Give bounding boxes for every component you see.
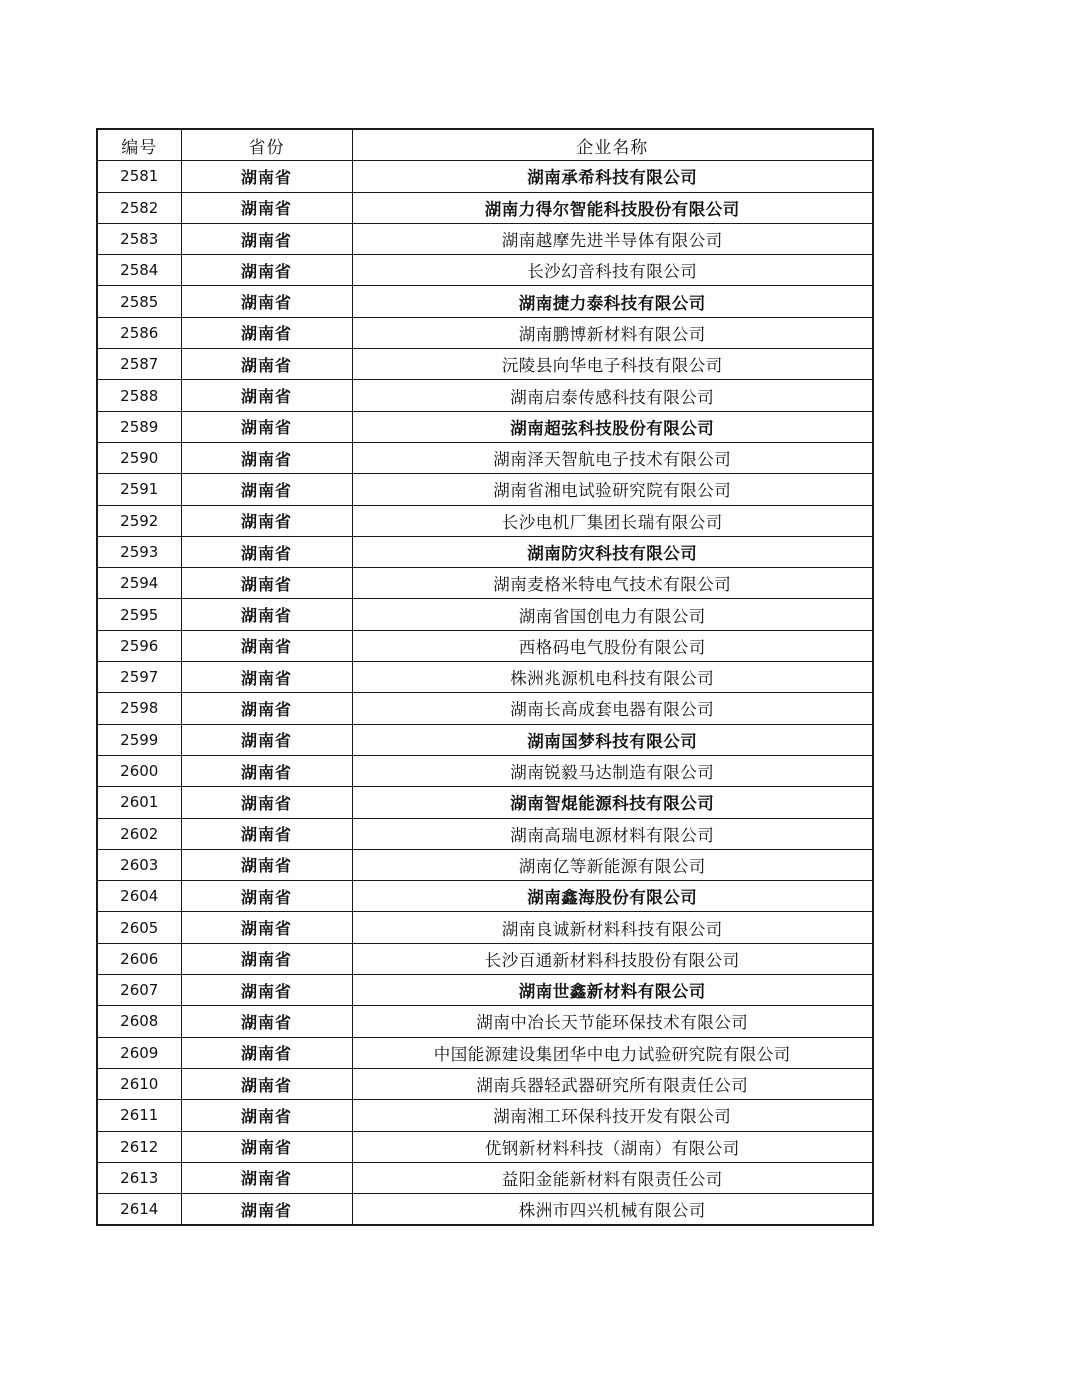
row-company-name: 湖南亿等新能源有限公司 xyxy=(352,849,873,880)
row-province: 湖南省 xyxy=(181,912,352,943)
row-province: 湖南省 xyxy=(181,1037,352,1068)
row-province: 湖南省 xyxy=(181,411,352,442)
row-company-name: 湖南长高成套电器有限公司 xyxy=(352,693,873,724)
row-company-name: 湖南启泰传感科技有限公司 xyxy=(352,380,873,411)
row-number: 2606 xyxy=(97,943,181,974)
row-province: 湖南省 xyxy=(181,881,352,912)
table-row xyxy=(97,787,873,818)
row-number: 2598 xyxy=(97,693,181,724)
table-row xyxy=(97,161,873,192)
row-province: 湖南省 xyxy=(181,505,352,536)
table-row xyxy=(97,286,873,317)
header-province: 省份 xyxy=(181,129,352,161)
row-province: 湖南省 xyxy=(181,1068,352,1099)
row-company-name: 湖南防灾科技有限公司 xyxy=(352,536,873,567)
table-row xyxy=(97,380,873,411)
table-row xyxy=(97,411,873,442)
row-company-name: 西格码电气股份有限公司 xyxy=(352,630,873,661)
table-body xyxy=(97,161,873,1226)
header-row xyxy=(97,129,873,161)
row-company-name: 湖南锐毅马达制造有限公司 xyxy=(352,755,873,786)
row-province: 湖南省 xyxy=(181,442,352,473)
table-row xyxy=(97,818,873,849)
row-number: 2608 xyxy=(97,1006,181,1037)
table-row xyxy=(97,474,873,505)
row-number: 2588 xyxy=(97,380,181,411)
table-row xyxy=(97,536,873,567)
row-number: 2601 xyxy=(97,787,181,818)
row-number: 2593 xyxy=(97,536,181,567)
header-company: 企业名称 xyxy=(352,129,873,161)
row-province: 湖南省 xyxy=(181,192,352,223)
row-province: 湖南省 xyxy=(181,380,352,411)
row-province: 湖南省 xyxy=(181,161,352,192)
row-company-name: 湖南中冶长天节能环保技术有限公司 xyxy=(352,1006,873,1037)
row-company-name: 湖南省国创电力有限公司 xyxy=(352,599,873,630)
row-province: 湖南省 xyxy=(181,286,352,317)
table-row xyxy=(97,317,873,348)
table-row xyxy=(97,881,873,912)
row-company-name: 湖南兵器轻武器研究所有限责任公司 xyxy=(352,1068,873,1099)
table-row xyxy=(97,630,873,661)
row-province: 湖南省 xyxy=(181,787,352,818)
table-row xyxy=(97,255,873,286)
row-number: 2614 xyxy=(97,1194,181,1226)
row-province: 湖南省 xyxy=(181,724,352,755)
table-row xyxy=(97,1037,873,1068)
row-company-name: 湖南力得尔智能科技股份有限公司 xyxy=(352,192,873,223)
row-province: 湖南省 xyxy=(181,849,352,880)
row-number: 2605 xyxy=(97,912,181,943)
row-province: 湖南省 xyxy=(181,349,352,380)
row-company-name: 湖南麦格米特电气技术有限公司 xyxy=(352,568,873,599)
row-company-name: 长沙幻音科技有限公司 xyxy=(352,255,873,286)
row-number: 2585 xyxy=(97,286,181,317)
row-number: 2596 xyxy=(97,630,181,661)
row-company-name: 优钢新材料科技（湖南）有限公司 xyxy=(352,1131,873,1162)
row-company-name: 湖南鹏博新材料有限公司 xyxy=(352,317,873,348)
row-company-name: 长沙电机厂集团长瑞有限公司 xyxy=(352,505,873,536)
table-row xyxy=(97,1068,873,1099)
row-number: 2582 xyxy=(97,192,181,223)
row-province: 湖南省 xyxy=(181,693,352,724)
row-number: 2611 xyxy=(97,1100,181,1131)
table-row xyxy=(97,975,873,1006)
row-number: 2599 xyxy=(97,724,181,755)
row-province: 湖南省 xyxy=(181,755,352,786)
row-number: 2609 xyxy=(97,1037,181,1068)
table-row xyxy=(97,192,873,223)
row-company-name: 湖南鑫海股份有限公司 xyxy=(352,881,873,912)
row-number: 2592 xyxy=(97,505,181,536)
table-row xyxy=(97,943,873,974)
row-company-name: 湖南湘工环保科技开发有限公司 xyxy=(352,1100,873,1131)
row-number: 2600 xyxy=(97,755,181,786)
row-province: 湖南省 xyxy=(181,630,352,661)
row-number: 2587 xyxy=(97,349,181,380)
row-company-name: 湖南世鑫新材料有限公司 xyxy=(352,975,873,1006)
table-row xyxy=(97,693,873,724)
table-row xyxy=(97,568,873,599)
row-number: 2594 xyxy=(97,568,181,599)
row-number: 2584 xyxy=(97,255,181,286)
row-province: 湖南省 xyxy=(181,1131,352,1162)
row-number: 2603 xyxy=(97,849,181,880)
table-row xyxy=(97,1162,873,1193)
row-number: 2602 xyxy=(97,818,181,849)
table-row xyxy=(97,1131,873,1162)
row-company-name: 湖南高瑞电源材料有限公司 xyxy=(352,818,873,849)
row-province: 湖南省 xyxy=(181,474,352,505)
table-row xyxy=(97,849,873,880)
row-company-name: 长沙百通新材料科技股份有限公司 xyxy=(352,943,873,974)
row-company-name: 湖南国梦科技有限公司 xyxy=(352,724,873,755)
row-province: 湖南省 xyxy=(181,599,352,630)
row-number: 2610 xyxy=(97,1068,181,1099)
row-company-name: 湖南超弦科技股份有限公司 xyxy=(352,411,873,442)
row-company-name: 湖南越摩先进半导体有限公司 xyxy=(352,223,873,254)
row-company-name: 湖南承希科技有限公司 xyxy=(352,161,873,192)
row-province: 湖南省 xyxy=(181,1006,352,1037)
row-company-name: 湖南泽天智航电子技术有限公司 xyxy=(352,442,873,473)
header-number: 编号 xyxy=(97,129,181,161)
row-province: 湖南省 xyxy=(181,975,352,1006)
table-row xyxy=(97,1100,873,1131)
row-province: 湖南省 xyxy=(181,1162,352,1193)
row-company-name: 益阳金能新材料有限责任公司 xyxy=(352,1162,873,1193)
row-province: 湖南省 xyxy=(181,317,352,348)
table-row xyxy=(97,505,873,536)
row-number: 2595 xyxy=(97,599,181,630)
row-company-name: 中国能源建设集团华中电力试验研究院有限公司 xyxy=(352,1037,873,1068)
row-province: 湖南省 xyxy=(181,818,352,849)
table-row xyxy=(97,223,873,254)
row-number: 2590 xyxy=(97,442,181,473)
row-number: 2586 xyxy=(97,317,181,348)
row-province: 湖南省 xyxy=(181,1194,352,1226)
table-row xyxy=(97,912,873,943)
row-province: 湖南省 xyxy=(181,536,352,567)
row-number: 2597 xyxy=(97,662,181,693)
table-row xyxy=(97,755,873,786)
row-number: 2613 xyxy=(97,1162,181,1193)
row-number: 2583 xyxy=(97,223,181,254)
row-province: 湖南省 xyxy=(181,662,352,693)
row-province: 湖南省 xyxy=(181,223,352,254)
row-province: 湖南省 xyxy=(181,255,352,286)
row-number: 2591 xyxy=(97,474,181,505)
row-company-name: 株洲兆源机电科技有限公司 xyxy=(352,662,873,693)
table-row xyxy=(97,724,873,755)
row-company-name: 湖南良诚新材料科技有限公司 xyxy=(352,912,873,943)
table-row xyxy=(97,1006,873,1037)
row-province: 湖南省 xyxy=(181,568,352,599)
row-number: 2581 xyxy=(97,161,181,192)
row-company-name: 湖南省湘电试验研究院有限公司 xyxy=(352,474,873,505)
company-list-table xyxy=(96,128,874,1226)
row-province: 湖南省 xyxy=(181,1100,352,1131)
row-province: 湖南省 xyxy=(181,943,352,974)
row-company-name: 湖南智焜能源科技有限公司 xyxy=(352,787,873,818)
row-number: 2589 xyxy=(97,411,181,442)
table-row xyxy=(97,442,873,473)
table-header xyxy=(97,129,873,161)
row-company-name: 株洲市四兴机械有限公司 xyxy=(352,1194,873,1226)
row-company-name: 湖南捷力泰科技有限公司 xyxy=(352,286,873,317)
row-number: 2612 xyxy=(97,1131,181,1162)
row-company-name: 沅陵县向华电子科技有限公司 xyxy=(352,349,873,380)
table-row xyxy=(97,349,873,380)
table-row xyxy=(97,599,873,630)
table-row xyxy=(97,1194,873,1226)
row-number: 2607 xyxy=(97,975,181,1006)
row-number: 2604 xyxy=(97,881,181,912)
table-row xyxy=(97,662,873,693)
